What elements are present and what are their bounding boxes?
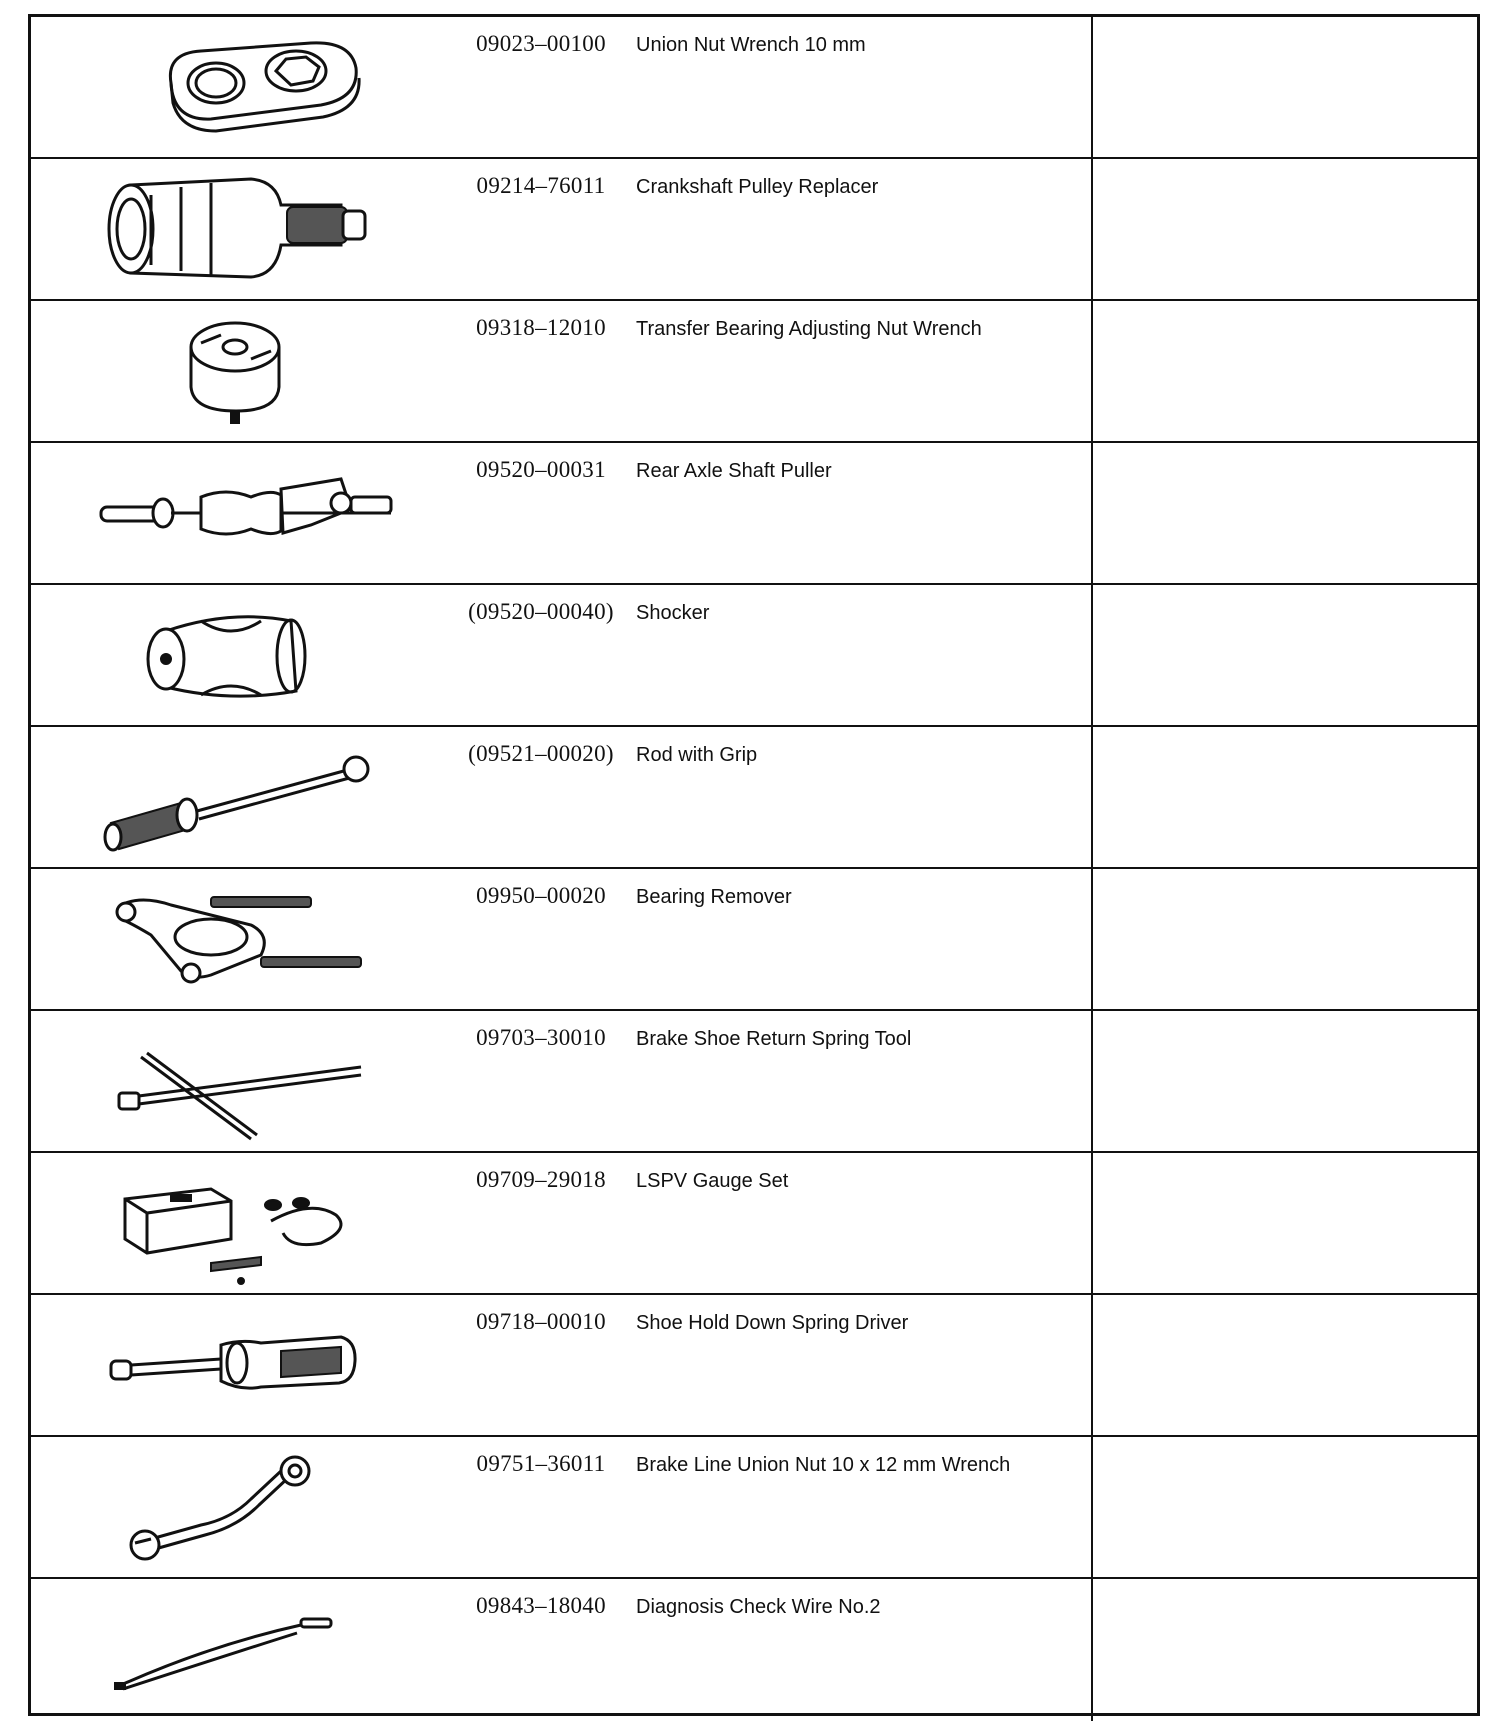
column-divider <box>1091 1295 1093 1435</box>
remarks-cell <box>1095 585 1477 725</box>
remarks-cell <box>1095 159 1477 299</box>
union-nut-wrench-illustration <box>51 23 431 151</box>
part-description: Bearing Remover <box>636 886 792 908</box>
remarks-cell <box>1095 1295 1477 1435</box>
column-divider <box>1091 159 1093 299</box>
transfer-bearing-nut-wrench-illustration <box>51 307 431 435</box>
part-description: Rear Axle Shaft Puller <box>636 460 832 482</box>
column-divider <box>1091 443 1093 583</box>
part-number: 09023–00100 <box>476 31 606 56</box>
remarks-cell <box>1095 1579 1477 1721</box>
shoe-hold-down-spring-driver-illustration <box>51 1301 431 1429</box>
part-description: Union Nut Wrench 10 mm <box>636 34 866 56</box>
column-divider <box>1091 727 1093 867</box>
table-row <box>31 159 1477 301</box>
part-description: Shocker <box>636 602 710 624</box>
table-row <box>31 585 1477 727</box>
table-row <box>31 1437 1477 1579</box>
lspv-gauge-set-illustration <box>51 1159 431 1287</box>
rod-with-grip-illustration <box>51 733 431 861</box>
remarks-cell <box>1095 443 1477 583</box>
part-number: 09214–76011 <box>476 173 606 198</box>
special-tools-table <box>28 14 1480 1716</box>
shocker-illustration <box>51 591 431 719</box>
column-divider <box>1091 1437 1093 1577</box>
brake-shoe-return-spring-tool-illustration <box>51 1017 431 1145</box>
column-divider <box>1091 869 1093 1009</box>
table-row <box>31 1579 1477 1721</box>
part-description: Rod with Grip <box>636 744 758 766</box>
table-row <box>31 301 1477 443</box>
part-number: 09718–00010 <box>476 1309 606 1334</box>
table-row <box>31 443 1477 585</box>
column-divider <box>1091 17 1093 157</box>
part-number: (09521–00020) <box>468 741 614 766</box>
part-number: 09950–00020 <box>476 883 606 908</box>
rear-axle-shaft-puller-illustration <box>51 449 431 577</box>
part-description: LSPV Gauge Set <box>636 1170 789 1192</box>
remarks-cell <box>1095 727 1477 867</box>
part-number: 09703–30010 <box>476 1025 606 1050</box>
part-description: Crankshaft Pulley Replacer <box>636 176 879 198</box>
part-description: Transfer Bearing Adjusting Nut Wrench <box>636 318 982 340</box>
remarks-cell <box>1095 1011 1477 1151</box>
remarks-cell <box>1095 301 1477 441</box>
diagnosis-check-wire-illustration <box>51 1585 431 1713</box>
table-row <box>31 727 1477 869</box>
part-number: 09751–36011 <box>476 1451 606 1476</box>
table-row <box>31 17 1477 159</box>
part-description: Brake Line Union Nut 10 x 12 mm Wrench <box>636 1454 1011 1476</box>
bearing-remover-illustration <box>51 875 431 1003</box>
part-number: 09843–18040 <box>476 1593 606 1618</box>
part-description: Diagnosis Check Wire No.2 <box>636 1596 881 1618</box>
crankshaft-pulley-replacer-illustration <box>51 165 431 293</box>
part-description: Shoe Hold Down Spring Driver <box>636 1312 909 1334</box>
remarks-cell <box>1095 1437 1477 1577</box>
remarks-cell <box>1095 1153 1477 1293</box>
remarks-cell <box>1095 17 1477 157</box>
part-description: Brake Shoe Return Spring Tool <box>636 1028 912 1050</box>
part-number: 09318–12010 <box>476 315 606 340</box>
column-divider <box>1091 301 1093 441</box>
column-divider <box>1091 1153 1093 1293</box>
column-divider <box>1091 1579 1093 1721</box>
table-row <box>31 1295 1477 1437</box>
brake-line-union-nut-wrench-illustration <box>51 1443 431 1571</box>
table-row <box>31 1153 1477 1295</box>
part-number: 09709–29018 <box>476 1167 606 1192</box>
column-divider <box>1091 585 1093 725</box>
part-number: (09520–00040) <box>468 599 614 624</box>
column-divider <box>1091 1011 1093 1151</box>
part-number: 09520–00031 <box>476 457 606 482</box>
remarks-cell <box>1095 869 1477 1009</box>
table-row <box>31 1011 1477 1153</box>
table-row <box>31 869 1477 1011</box>
